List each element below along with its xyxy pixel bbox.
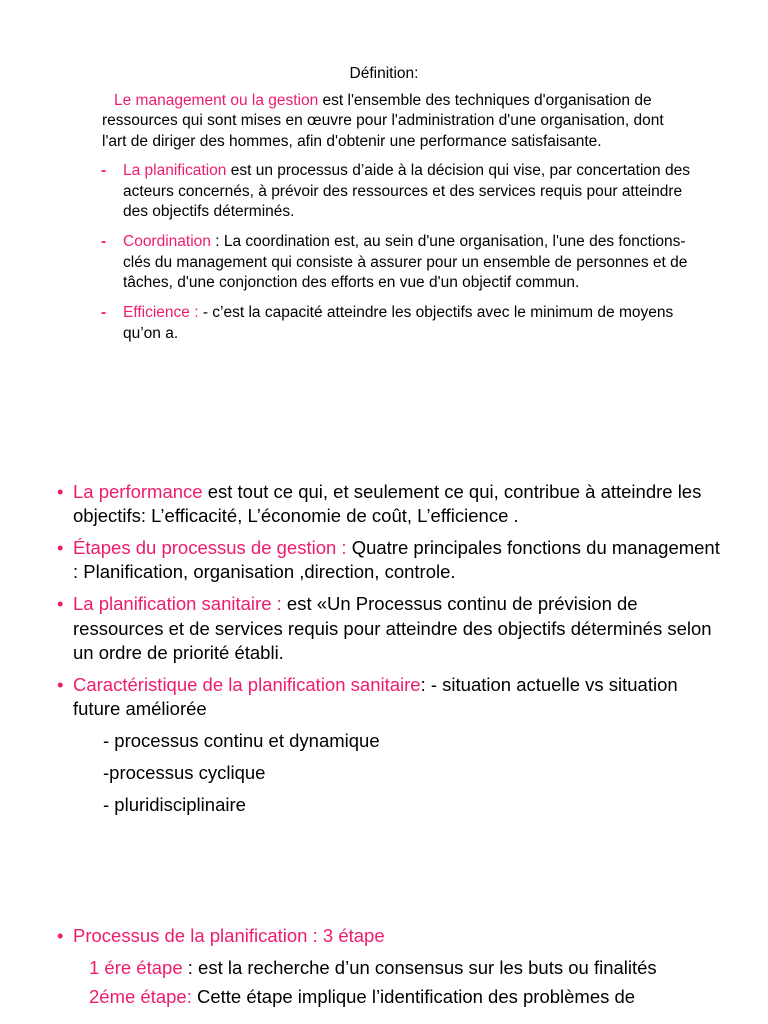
bullet-term: La planification sanitaire : (73, 593, 287, 615)
dash-marker: - (101, 232, 107, 250)
sub-item: - pluridisciplinaire (103, 793, 246, 815)
bullet-text: Quatre principales fonctions du management : Planification, organisation ,direction, controle. (73, 537, 720, 583)
bullet-etapes (57, 536, 723, 585)
item-term: Efficience : (123, 304, 203, 322)
step-text: Cette étape implique l’identification des problèmes de (191, 985, 636, 1007)
step-term: 2éme étape: (89, 985, 192, 1007)
bullet-term: La performance (73, 481, 203, 502)
definition-term: Le management ou la gestion (114, 91, 319, 109)
item-text: est un processus d’aide à la décision qui vise, par concertation des acteurs concernés, à prévoir des ressources et des services requis pour atteindre des objectifs déterminés. (123, 161, 690, 221)
list-item-planification (101, 161, 693, 223)
bullet-term: Caractéristique de la planification sanitaire (73, 673, 421, 695)
bullet-marker: • (57, 537, 64, 559)
slide-title: Définition: (349, 65, 419, 82)
dash-marker: - (101, 304, 107, 322)
bullet-text: est tout ce qui, et seulement ce qui, contribue à atteindre les objectifs: L’efficacité, L’économie de coût, L’efficience . (73, 481, 702, 527)
bullet-text: : - situation actuelle vs situation future améliorée (73, 673, 678, 720)
bullet-marker: • (57, 925, 64, 946)
definition-text: est l'ensemble des techniques d'organisation de ressources qui sont mises en œuvre pour l'administration d'une organisation, dont l'art de diriger des hommes, afin d'obtenir une performance satisfaisante. (102, 91, 664, 151)
item-term: La planification (123, 161, 227, 179)
bullet-marker: • (57, 673, 64, 695)
definition-slide (0, 64, 768, 344)
step-text: : est la recherche d’un consensus sur les buts ou finalités (182, 957, 657, 979)
item-text: : La coordination est, au sein d'une organisation, l'une des fonctions-clés du management qui consiste à assurer pour un ensemble de personnes et de tâches, d'une conjonction des efforts en vue d'un objectif commun. (123, 232, 688, 292)
bullet-heading: Processus de la planification : 3 étape (73, 925, 385, 946)
bullet-processus (57, 924, 723, 948)
item-term: Coordination (123, 232, 211, 250)
management-slide (0, 480, 768, 817)
step-1 (59, 956, 719, 980)
processus-slide (0, 924, 768, 1009)
bullet-marker: • (57, 481, 64, 502)
step-term: 1 ére étape (89, 957, 183, 979)
bullet-text: est «Un Processus continu de prévision de ressources et de services requis pour atteindre des objectifs déterminés selon un ordre de priorité établi. (73, 593, 712, 663)
list-item-coordination (101, 232, 693, 294)
sub-item: - processus continu et dynamique (103, 730, 380, 752)
list-item-efficience (101, 303, 693, 344)
dash-marker: - (101, 161, 107, 179)
bullet-term: Étapes du processus de gestion : (73, 537, 352, 559)
item-text: - c’est la capacité atteindre les objectifs avec le minimum de moyens qu’on a. (123, 304, 674, 342)
management-definition (102, 91, 692, 153)
step-2 (59, 985, 719, 1009)
bullet-caracteristique (57, 673, 723, 722)
bullet-performance (57, 480, 723, 529)
sub-item: -processus cyclique (103, 761, 266, 783)
bullet-marker: • (57, 593, 64, 615)
bullet-planification-sanitaire (57, 592, 723, 665)
